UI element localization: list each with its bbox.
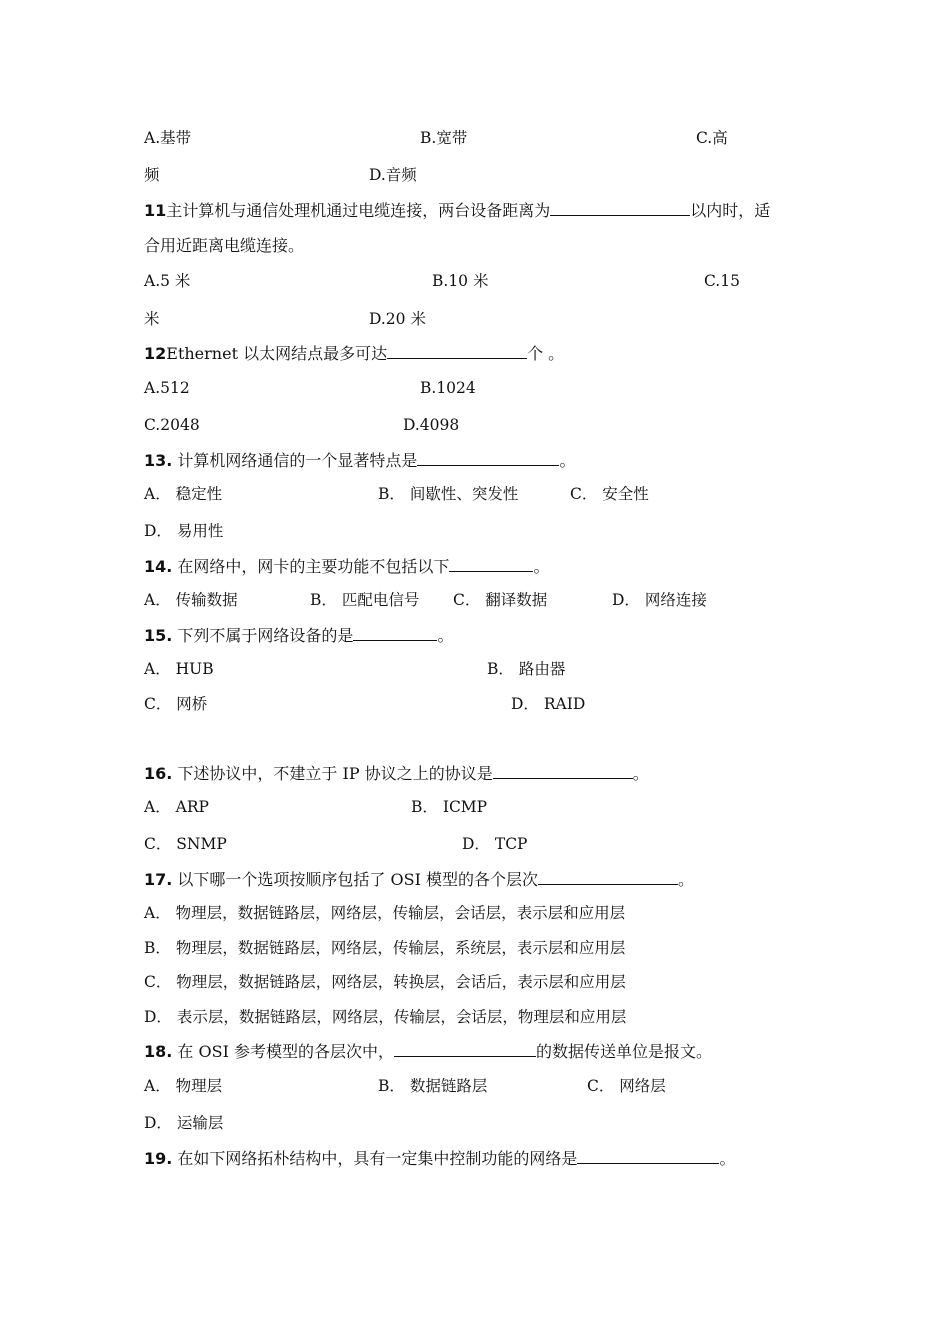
q10-option-d: D.音频 <box>369 166 417 184</box>
q11-option-a: A.5 米 <box>144 272 191 290</box>
q13-stem: 13. 计算机网络通信的一个显著特点是 。 <box>144 451 576 470</box>
q11-option-c-wrap: 米 <box>144 310 160 328</box>
q12-option-a: A.512 <box>144 379 190 397</box>
q16-blank <box>493 763 633 779</box>
q18-option-a: A． 物理层 <box>144 1077 223 1095</box>
q17-number: 17. <box>144 870 173 889</box>
q18-stem: 18. 在 OSI 参考模型的各层次中， 的数据传送单位是报文。 <box>144 1042 713 1061</box>
q17-option-a: A． 物理层，数据链路层，网络层，传输层，会话层，表示层和应用层 <box>144 904 626 922</box>
q11-stem-line2: 合用近距离电缆连接。 <box>144 236 305 255</box>
q15-option-d: D． RAID <box>511 695 586 713</box>
q16-option-d: D． TCP <box>462 835 528 853</box>
q18-number: 18. <box>144 1042 173 1061</box>
q19-blank <box>577 1148 719 1164</box>
q12-option-b: B.1024 <box>420 379 476 397</box>
q18-option-c: C． 网络层 <box>587 1077 666 1095</box>
q13-number: 13. <box>144 451 173 470</box>
q11-blank <box>550 200 690 216</box>
q11-option-d: D.20 米 <box>369 310 426 328</box>
q17-stem: 17. 以下哪一个选项按顺序包括了 OSI 模型的各个层次 。 <box>144 870 695 889</box>
q17-option-c: C． 物理层，数据链路层，网络层，转换层，会话后，表示层和应用层 <box>144 973 626 991</box>
q10-option-a: A.基带 <box>144 129 192 147</box>
q16-option-a: A． ARP <box>144 798 209 816</box>
q17-blank <box>538 869 678 885</box>
q16-option-c: C． SNMP <box>144 835 227 853</box>
q16-number: 16. <box>144 764 173 783</box>
q11-number: 11 <box>144 201 167 220</box>
q12-blank <box>387 343 527 359</box>
q13-option-a: A． 稳定性 <box>144 485 223 503</box>
q14-stem: 14. 在网络中，网卡的主要功能不包括以下 。 <box>144 557 550 576</box>
q15-number: 15. <box>144 626 173 645</box>
q14-number: 14. <box>144 557 173 576</box>
q13-option-b: B． 间歇性、突发性 <box>378 485 519 503</box>
q10-option-c: C.高 <box>696 129 728 147</box>
q10-option-c-wrap: 频 <box>144 166 160 184</box>
q19-number: 19. <box>144 1149 173 1168</box>
q12-option-c: C.2048 <box>144 416 200 434</box>
q15-stem: 15. 下列不属于网络设备的是 。 <box>144 626 454 645</box>
q11-stem: 11主计算机与通信处理机通过电缆连接，两台设备距离为 以内时，适 <box>144 201 771 220</box>
q12-stem: 12Ethernet 以太网结点最多可达 个 。 <box>144 344 565 363</box>
q14-blank <box>449 556 533 572</box>
q19-stem: 19. 在如下网络拓朴结构中，具有一定集中控制功能的网络是 。 <box>144 1149 736 1168</box>
q14-option-a: A． 传输数据 <box>144 591 238 609</box>
q15-option-c: C． 网桥 <box>144 695 208 713</box>
q15-option-b: B． 路由器 <box>487 660 566 678</box>
q17-option-d: D． 表示层，数据链路层，网络层，传输层，会话层，物理层和应用层 <box>144 1008 627 1026</box>
q12-option-d: D.4098 <box>403 416 460 434</box>
q18-option-b: B． 数据链路层 <box>378 1077 488 1095</box>
q11-option-b: B.10 米 <box>432 272 489 290</box>
q16-option-b: B． ICMP <box>411 798 488 816</box>
q16-stem: 16. 下述协议中，不建立于 IP 协议之上的协议是 。 <box>144 764 649 783</box>
q15-blank <box>353 625 437 641</box>
q13-option-c: C． 安全性 <box>570 485 649 503</box>
q10-option-b: B.宽带 <box>420 129 468 147</box>
q13-option-d: D． 易用性 <box>144 522 224 540</box>
q14-option-d: D． 网络连接 <box>612 591 707 609</box>
q15-option-a: A． HUB <box>144 660 214 678</box>
q18-blank <box>394 1041 536 1057</box>
q13-blank <box>417 450 559 466</box>
q11-option-c: C.15 <box>704 272 740 290</box>
q14-option-c: C． 翻译数据 <box>453 591 548 609</box>
q14-option-b: B． 匹配电信号 <box>310 591 420 609</box>
q18-option-d: D． 运输层 <box>144 1114 224 1132</box>
q17-option-b: B． 物理层，数据链路层，网络层，传输层，系统层，表示层和应用层 <box>144 939 626 957</box>
q12-number: 12 <box>144 344 167 363</box>
